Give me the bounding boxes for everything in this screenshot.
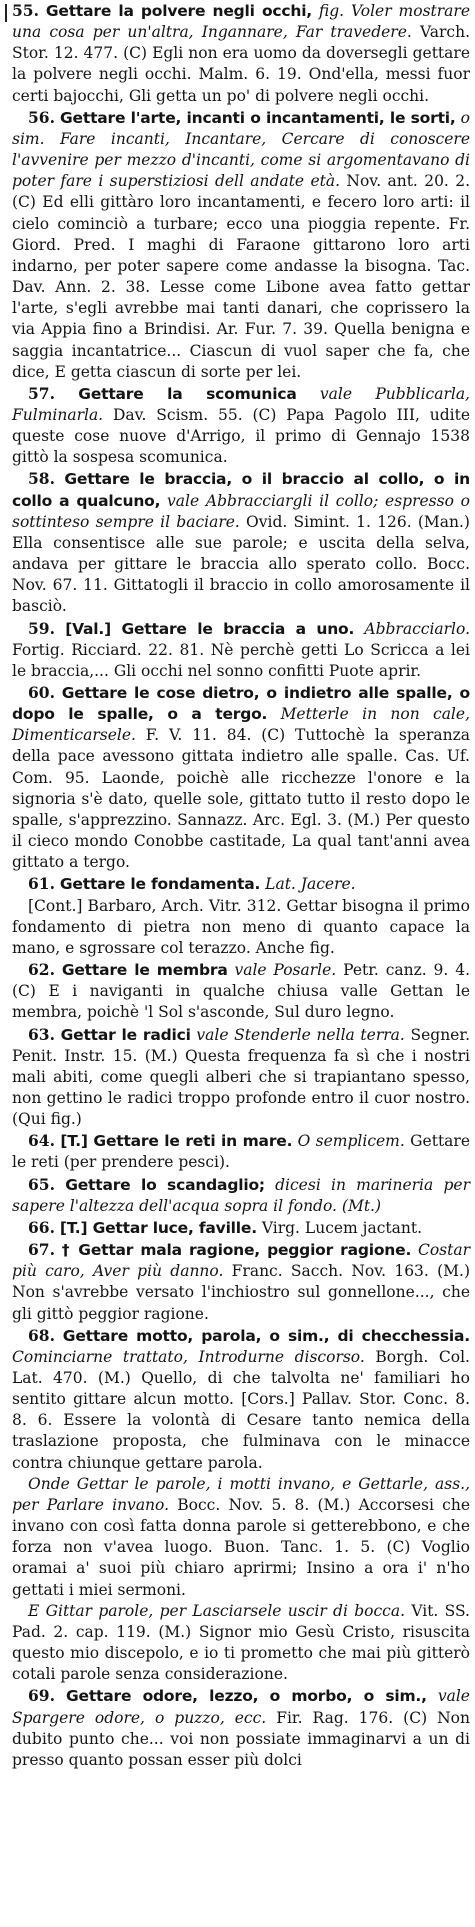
entry-number: 63. (28, 1024, 55, 1044)
entry-body: Fortig. Ricciard. 22. 81. Nè perchè getti Lo Scricca a lei le braccia,... Gli occhi nel sonno confitti Puote aprir. (12, 640, 470, 680)
entry-60 (12, 682, 470, 873)
entry-headword: Gettare lo scandaglio; (65, 1175, 265, 1194)
entry-68-gittar (12, 1601, 470, 1686)
entry-68 (12, 1325, 470, 1474)
entry-headword: Gettare le braccia, o il braccio al collo, o in collo a qualcuno, (12, 470, 470, 510)
entry-number: 60. (28, 683, 55, 702)
entry-number: 58. (28, 469, 55, 489)
entry-headword: Gettare le cose dietro, o indietro alle spalle, o dopo le spalle, o a tergo. (12, 684, 470, 724)
entry-headword: Gettare le membra (61, 961, 228, 980)
entry-56 (12, 107, 470, 383)
entry-67 (12, 1239, 470, 1325)
entry-body: Ovid. Simint. 1. 126. (Man.) Ella consentisce alle sue parole; e uscita della selva, andava per gittare le braccia allo sperato collo. Bocc. Nov. 67. 11. Gittatogli il braccio in collo amorosamente il basciò. (12, 512, 470, 616)
entry-number: 62. (28, 960, 55, 980)
entry-number: 64. (28, 1131, 55, 1151)
entry-gloss: vale Pubblicarla, Fulminarla. (12, 384, 470, 424)
entry-number: 57. (28, 383, 55, 403)
entry-headword: Gettare odore, lezzo, o morbo, o sim., (66, 1687, 427, 1706)
entry-headword: Gettare la scomunica (78, 384, 297, 403)
entry-number: 66. (28, 1217, 55, 1237)
entry-gloss: Cominciarne trattato, Introdurne discorso. (12, 1347, 365, 1366)
entry-body: [Cont.] Barbaro, Arch. Vitr. 312. Gettar bisogna il primo fondamento di pietra non meno di quanto capace la mano, e sgrossare col terazzo. Anche fig. (12, 896, 470, 957)
entry-number: 55. (12, 1, 39, 20)
entry-58 (12, 468, 470, 617)
entry-gloss: Abbracciarlo. (354, 619, 470, 638)
entry-body: Nov. ant. 20. 2. (C) Ed elli gittàro loro incantamenti, e fecero loro arti: il cielo cominciò a turbare; ecco una pioggia repente. Fr. Giord. Pred. I maghi di Faraone gittarono loro arti indarno, per poter sapere come andasse la bisogna. Tac. Dav. Ann. 2. 38. Lesse come Libone avea fatto gettar l'arte, s'egli avrebbe mai tanti danari, che coprissero la via Appia fino a Brindisi. Ar. Fur. 7. 39. Quella benigna e saggia incantatrice... Ciascun di vuol saper che fa, che dice, E getta ciascun di sorte per lei. (12, 172, 471, 381)
entry-61 (12, 873, 470, 895)
entry-gloss: vale Posarle. (227, 961, 337, 980)
entry-number: 56. (28, 107, 55, 127)
entry-body: Bocc. Nov. 5. 8. (M.) Accorsesi che invano con così fatta donna parole si getterebbono, e che forza non v'avea luogo. Buon. Tanc. 1. 5. (C) Voglio oramai a' suoi più chiaro aprirmi; Insino a ora i' n'ho gettati i miei sermoni. (12, 1495, 470, 1599)
entry-headword: Gettare l'arte, incanti o incantamenti, le sorti, (60, 108, 456, 127)
margin-rule (5, 4, 7, 22)
entry-gloss: vale Abbracciargli il collo; espresso o sottinteso sempre il baciare. (12, 491, 470, 531)
entry-gloss: dicesi in marineria per sapere l'altezza dell'acqua sopra il fondo. (Mt.) (12, 1175, 470, 1215)
entry-body: Varch. Stor. 12. 477. (C) Egli non era uomo da doversegli gettare la polvere negli occhi. Malm. 6. 19. Ond'ella, messi fuor certi bajocchi, Gli getta un po' di polvere negli occhi. (12, 23, 470, 105)
entry-gloss: vale Stenderle nella terra. (190, 1025, 405, 1044)
entry-68-onde (12, 1474, 470, 1601)
entry-69 (12, 1685, 470, 1771)
entry-64 (12, 1130, 470, 1173)
entry-headword: Gettare motto, parola, o sim., di checchessia. (62, 1326, 470, 1345)
entry-gloss: Onde Gettar le parole, i motti invano, e Gettarle, ass., per Parlare invano. (12, 1474, 470, 1514)
entry-body: Fir. Rag. 176. (C) Non dubito punto che... voi non possiate immaginarvi a un di presso quanto possan esser più dolci (12, 1708, 470, 1769)
entry-headword: [Val.] Gettare le braccia a uno. (65, 619, 355, 638)
entry-number: 67. (28, 1240, 55, 1260)
entry-body: F. V. 11. 84. (C) Tuttochè la speranza della pace avessono gittata indietro alle spalle. Cas. Uf. Com. 95. Laonde, poichè alle ricchezze l'onore e la signoria s'è dato, quelle sole, gittato tutto il resto dopo le spalle, s'apprezzino. Sannazz. Arc. Egl. 3. (M.) Per questo il cieco mondo Conobbe castitade, La qual tant'anni avea gittato a tergo. (12, 726, 470, 872)
entry-headword: [T.] Gettar luce, faville. (59, 1218, 257, 1237)
entry-body: Segner. Penit. Instr. 15. (M.) Questa frequenza fa sì che i nostri mali abiti, come quegli alberi che si trapiantano spesso, non gettino le radici troppo profonde entro il cuor nostro. (Qui fig.) (12, 1025, 470, 1129)
entry-number: 65. (28, 1174, 55, 1194)
entry-body: Petr. canz. 9. 4. (C) E i naviganti in qualche chiusa valle Gettan le membra, poichè 'l Sol s'asconde, Sul duro legno. (12, 961, 470, 1022)
entry-number: 69. (28, 1686, 55, 1706)
entry-number: 68. (28, 1325, 55, 1345)
entry-number: 59. (28, 618, 55, 638)
entry-headword: Gettare le fondamenta. (59, 875, 261, 894)
entry-gloss: O semplicem. (292, 1132, 405, 1151)
entry-headword: [T.] Gettare le reti in mare. (60, 1132, 293, 1151)
entry-gloss: Costar più caro, Aver più danno. (12, 1241, 470, 1281)
entry-63 (12, 1024, 470, 1131)
entry-65 (12, 1174, 470, 1217)
entry-62 (12, 959, 470, 1023)
entry-gloss: o sim. Fare incanti, Incantare, Cercare di conoscere l'avvenire per mezzo d'incanti, come si argomentavano di poter fare i superstiziosi dell andate età. (12, 108, 470, 191)
entry-61-cont (12, 896, 470, 959)
entry-gloss: vale Spargere odore, o puzzo, ecc. (12, 1687, 470, 1727)
entry-gloss: E Gittar parole, per Lasciarsele uscir di bocca. (28, 1601, 406, 1620)
entry-57 (12, 383, 470, 469)
entry-headword: Gettar le radici (60, 1025, 191, 1044)
text-column (12, 0, 470, 1771)
entry-66 (12, 1217, 470, 1239)
entry-59 (12, 618, 470, 682)
entry-body: Franc. Sacch. Nov. 163. (M.) Non s'avrebbe versato l'inchiostro sul gonnellone..., che gli gittò peggior ragione. (12, 1262, 471, 1323)
entry-body: Dav. Scism. 55. (C) Papa Pagolo III, udite queste cose nuove d'Arrigo, il primo di Gennajo 1538 gittò la sospesa scomunica. (12, 405, 470, 467)
entry-55 (12, 0, 470, 107)
entry-number: 61. (28, 874, 55, 894)
entry-gloss: Lat. Jacere. (260, 875, 356, 894)
entry-body: Borgh. Col. Lat. 470. (M.) Quello, di che talvolta ne' familiari ho sentito gittare alcun motto. [Cors.] Pallav. Stor. Conc. 8. 8. 6. Essere la volontà di Cesare tanto nemica della traslazione proposta, che fulminava con le minacce contra chiunque gettare parola. (12, 1347, 470, 1472)
entry-gloss: fig. Voler mostrare una cosa per un'altra, Ingannare, Far travedere. (12, 2, 470, 42)
entry-headword: † Gettar mala ragione, peggior ragione. (61, 1241, 412, 1260)
entry-gloss: Metterle in non cale, Dimenticarsele. (12, 705, 470, 745)
entry-body: Virg. Lucem jactant. (256, 1218, 423, 1237)
entry-headword: Gettare la polvere negli occhi, (45, 2, 312, 20)
entry-body: Gettare le reti (per prendere pesci). (12, 1132, 470, 1172)
entry-body: Vit. SS. Pad. 2. cap. 119. (M.) Signor mio Gesù Cristo, risuscita questo mio discepolo, e io ti prometto che mai più gitterò cotali parole senza considerazione. (12, 1601, 470, 1684)
